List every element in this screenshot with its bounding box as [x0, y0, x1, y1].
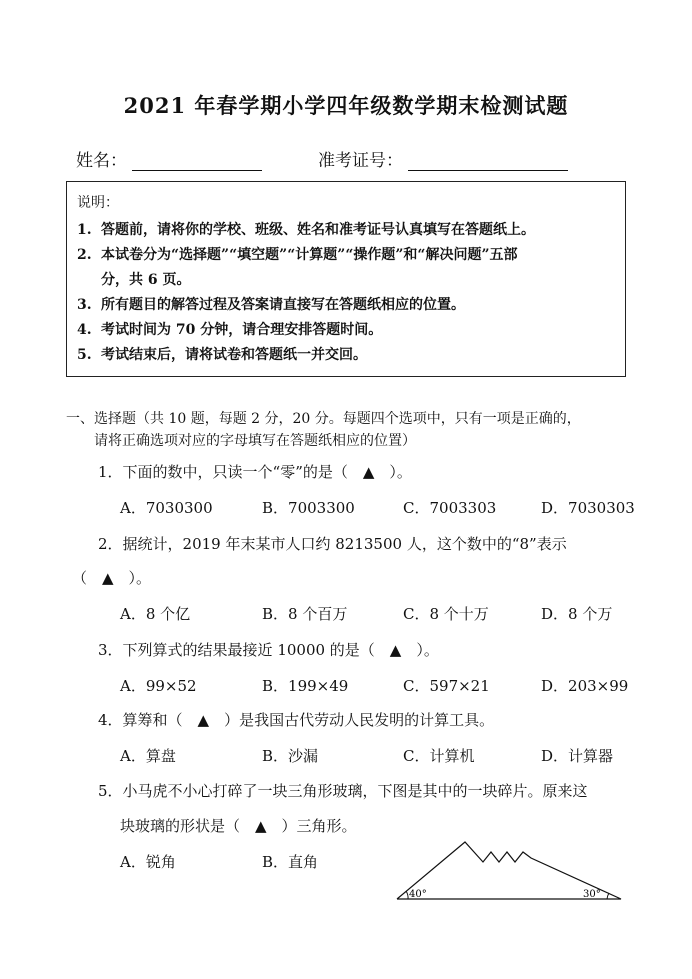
exam-id-label: 准考证号： — [318, 151, 403, 171]
option-a: A．算盘 — [120, 747, 176, 765]
option-a: A．8 个亿 — [120, 605, 191, 623]
option-c: C．7003303 — [403, 499, 497, 517]
name-blank — [132, 152, 262, 171]
option-d: D．7030303 — [541, 499, 635, 517]
option-c: C．8 个十万 — [403, 605, 489, 623]
option-d: D．8 个万 — [541, 605, 613, 623]
question-5: 5．小马虎不小心打碎了一块三角形玻璃，下图是其中的一块碎片。原来这 — [98, 782, 588, 800]
angle-arc-right — [607, 893, 609, 899]
option-a: A．锐角 — [120, 853, 176, 871]
question-2-continuation: （ ▲ ）。 — [72, 569, 152, 587]
instruction-item — [77, 218, 615, 243]
instruction-number: 3. — [77, 297, 92, 313]
angle-label-left: 40° — [409, 889, 427, 900]
option-b: B．直角 — [262, 853, 319, 871]
question-1: 1．下面的数中，只读一个“零”的是（ ▲ ）。 — [98, 463, 412, 481]
option-d: D．计算器 — [541, 747, 614, 765]
instruction-continuation: 分，共 6 页。 — [101, 272, 191, 288]
instruction-item — [77, 293, 615, 318]
instruction-text: 所有题目的解答过程及答案请直接写在答题纸相应的位置。 — [101, 297, 465, 313]
instructions-heading: 说明： — [77, 195, 119, 211]
question-3: 3．下列算式的结果最接近 10000 的是（ ▲ ）。 — [98, 641, 439, 659]
exam-id-blank — [408, 152, 568, 171]
section-header — [66, 408, 636, 452]
option-d: D．203×99 — [541, 677, 629, 695]
instruction-number: 5. — [77, 347, 92, 363]
angle-arc-left — [406, 891, 408, 899]
name-label: 姓名： — [76, 151, 127, 171]
option-a: A．99×52 — [120, 677, 197, 695]
option-b: B．199×49 — [262, 677, 349, 695]
instruction-text: 本试卷分为“选择题”“填空题”“计算题”“操作题”和“解决问题”五部 — [101, 247, 518, 263]
broken-triangle-figure — [393, 838, 625, 902]
angle-label-right: 30° — [583, 889, 601, 900]
exam-id-field — [318, 146, 568, 171]
instruction-text: 答题前，请将你的学校、班级、姓名和准考证号认真填写在答题纸上。 — [101, 222, 535, 238]
section-title: 一、选择题（共 10 题，每题 2 分，20 分。每题四个选项中，只有一项是正确的， — [66, 411, 581, 427]
option-b: B．7003300 — [262, 499, 355, 517]
instruction-item — [77, 343, 615, 368]
instruction-item — [77, 318, 615, 343]
instructions-box — [66, 181, 626, 377]
option-b: B．沙漏 — [262, 747, 319, 765]
instruction-text: 考试时间为 70 分钟，请合理安排答题时间。 — [101, 322, 383, 338]
instruction-number: 2. — [77, 247, 92, 263]
instruction-number: 1. — [77, 222, 92, 238]
question-5-continuation: 块玻璃的形状是（ ▲ ）三角形。 — [120, 817, 357, 835]
question-2: 2．据统计，2019 年末某市人口约 8213500 人，这个数中的“8”表示 — [98, 535, 567, 553]
exam-title: 2021 年春学期小学四年级数学期末检测试题 — [123, 93, 569, 118]
question-4: 4．算筹和（ ▲ ）是我国古代劳动人民发明的计算工具。 — [98, 711, 495, 729]
instruction-number: 4. — [77, 322, 92, 338]
option-b: B．8 个百万 — [262, 605, 348, 623]
instruction-item — [77, 243, 615, 268]
section-title-continuation: 请将正确选项对应的字母填写在答题纸相应的位置） — [94, 433, 416, 449]
name-field — [76, 146, 262, 171]
instruction-text: 考试结束后，请将试卷和答题纸一并交回。 — [101, 347, 367, 363]
option-c: C．597×21 — [403, 677, 490, 695]
option-a: A．7030300 — [120, 499, 213, 517]
option-c: C．计算机 — [403, 747, 475, 765]
